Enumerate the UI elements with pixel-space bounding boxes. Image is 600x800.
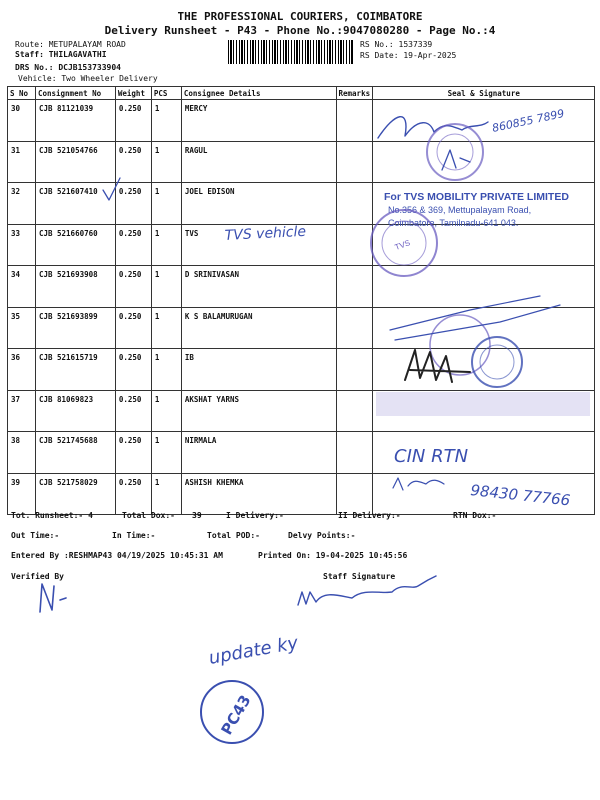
cell-sno: 30 [8,100,36,142]
staff-signature-label: Staff Signature [323,572,396,581]
col-weight: Weight [115,87,151,100]
cell-pcs: 1 [151,141,181,183]
entered-by: Entered By :RESHMAP43 04/19/2025 10:45:31 AM [11,551,223,560]
cell-consignee: NIRMALA [181,432,336,474]
cell-weight: 0.250 [115,349,151,391]
cell-consignment: CJB 521745688 [35,432,115,474]
stamp-row35 [430,315,490,375]
cell-pcs: 1 [151,473,181,515]
cell-consignee: D SRINIVASAN [181,266,336,308]
cell-weight: 0.250 [115,432,151,474]
scribble-row36 [405,350,470,382]
col-consignee: Consignee Details [181,87,336,100]
cell-sno: 32 [8,183,36,225]
cell-consignment: CJB 81121039 [35,100,115,142]
cell-weight: 0.250 [115,100,151,142]
col-pcs: PCS [151,87,181,100]
cell-weight: 0.250 [115,390,151,432]
drs-number: DRS No.: DCJB153733904 [15,63,121,72]
tot-runsheet: Tot. Runsheet:- 4 [11,511,93,520]
cell-pcs: 1 [151,100,181,142]
signature-row35 [390,296,560,340]
staff-signature [298,576,436,605]
pc43-stamp: PC43 [217,691,255,739]
cell-sno: 35 [8,307,36,349]
round-stamp-row31 [427,124,483,180]
rs-date: RS Date: 19-Apr-2025 [360,51,457,60]
in-time: In Time:- [112,531,156,540]
cell-consignee: IB [181,349,336,391]
col-consignment: Consignment No [35,87,115,100]
cell-pcs: 1 [151,224,181,266]
cell-consignee: K S BALAMURUGAN [181,307,336,349]
col-remarks: Remarks [336,87,373,100]
company-title: THE PROFESSIONAL COURIERS, COIMBATORE [177,10,423,23]
total-dox-value: 39 [192,511,202,520]
rtn-dox: RTN Dox:- [453,511,497,520]
cell-weight: 0.250 [115,141,151,183]
cell-consignment: CJB 521054766 [35,141,115,183]
cell-weight: 0.250 [115,183,151,225]
cell-pcs: 1 [151,390,181,432]
tvs-stamp-line3: Coimbatore, Tamilnadu-641 043. [388,218,519,228]
cell-consignment: CJB 521758029 [35,473,115,515]
stamp-row37 [376,392,590,416]
row30-number: 860855 7899 [490,106,566,135]
cell-sno: 37 [8,390,36,432]
update-note: update ky [207,632,300,669]
cell-consignment: CJB 521693899 [35,307,115,349]
cell-pcs: 1 [151,349,181,391]
cell-consignment: CJB 521615719 [35,349,115,391]
rs-number: RS No.: 1537339 [360,40,433,49]
cell-consignee: TVS [181,224,336,266]
cell-sno: 34 [8,266,36,308]
cell-weight: 0.250 [115,473,151,515]
cell-weight: 0.250 [115,224,151,266]
printed-on: Printed On: 19-04-2025 10:45:56 [258,551,408,560]
cell-consignee: MERCY [181,100,336,142]
cell-consignment: CJB 521607410 [35,183,115,225]
total-pod: Total POD:- [207,531,260,540]
cell-pcs: 1 [151,307,181,349]
cell-sno: 38 [8,432,36,474]
total-dox-label: Total Dox:- [122,511,175,520]
cell-sno: 31 [8,141,36,183]
cell-consignment: CJB 81069823 [35,390,115,432]
vehicle: Vehicle: Two Wheeler Delivery [18,74,158,83]
verified-signature [40,584,66,612]
cin-rtn: CIN RTN [394,446,469,467]
cell-consignee: RAGUL [181,141,336,183]
phone-note: 98430 77766 [469,481,572,510]
cell-sno: 39 [8,473,36,515]
cell-consignee: ASHISH KHEMKA [181,473,336,515]
cell-weight: 0.250 [115,307,151,349]
cell-pcs: 1 [151,432,181,474]
i-delivery: I Delivery:- [226,511,284,520]
staff: Staff: THILAGAVATHI [15,50,107,59]
delvy-points: Delvy Points:- [288,531,356,540]
cell-weight: 0.250 [115,266,151,308]
cell-consignee: AKSHAT YARNS [181,390,336,432]
tvs-round-stamp-logo: TVS [393,238,412,253]
cell-consignee: JOEL EDISON [181,183,336,225]
cell-consignment: CJB 521660760 [35,224,115,266]
out-time: Out Time:- [11,531,60,540]
handwritten-tvs-vehicle: TVS vehicle [224,223,307,244]
cell-sno: 33 [8,224,36,266]
signature-row39 [393,478,444,490]
verified-by: Verified By [11,572,64,581]
tvs-stamp-line1: For TVS MOBILITY PRIVATE LIMITED [384,191,569,203]
route: Route: METUPALAYAM ROAD [15,40,126,49]
tick-mark [103,178,120,200]
col-sno: S No [8,87,36,100]
ii-delivery: II Delivery:- [338,511,401,520]
cell-pcs: 1 [151,183,181,225]
cell-consignment: CJB 521693908 [35,266,115,308]
cell-sno: 36 [8,349,36,391]
cell-pcs: 1 [151,266,181,308]
tvs-stamp-line2: No.356 & 369, Mettupalayam Road, [388,205,532,215]
col-seal-signature: Seal & Signature [373,87,595,100]
runsheet-title: Delivery Runsheet - P43 - Phone No.:9047080280 - Page No.:4 [104,24,496,37]
